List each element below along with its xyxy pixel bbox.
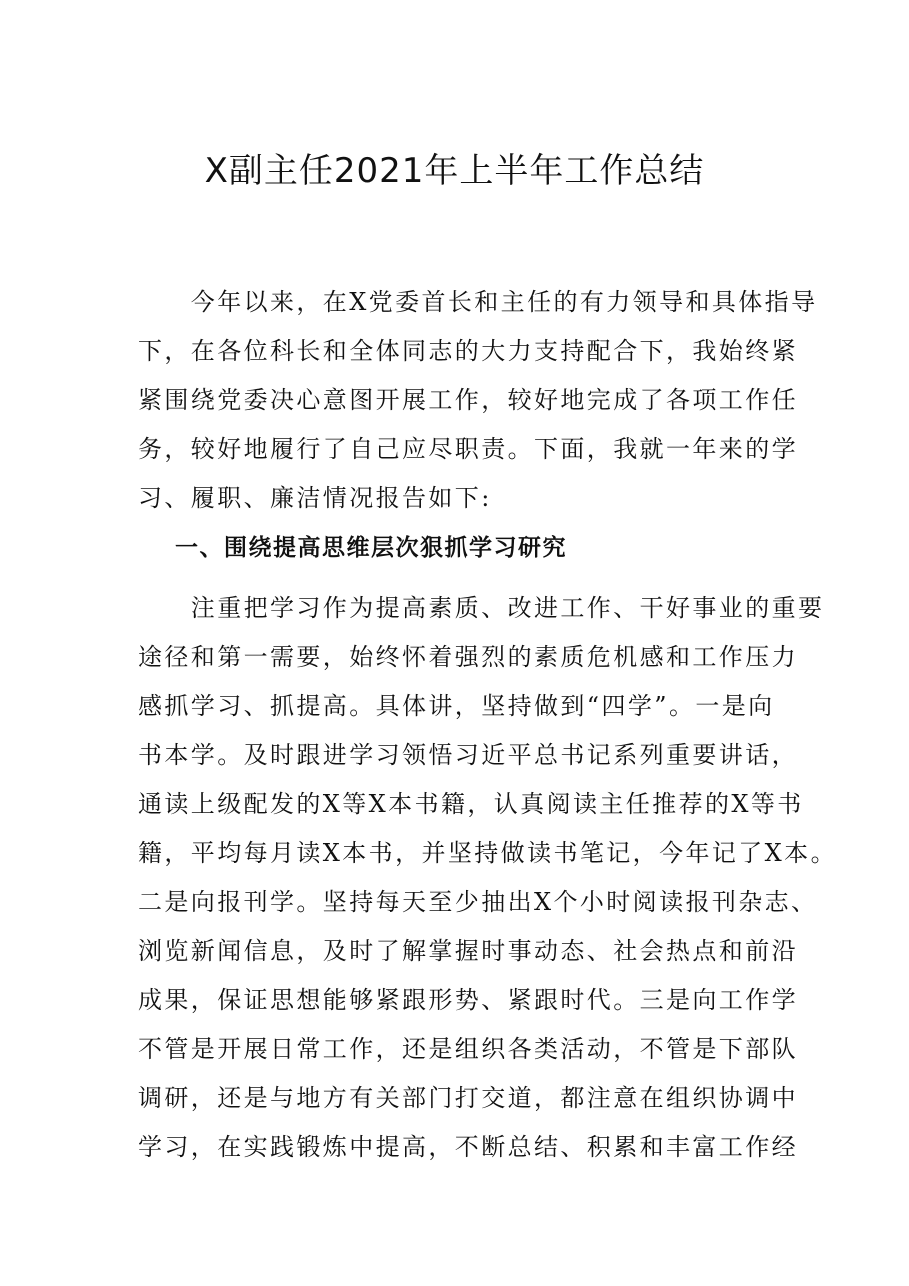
paragraph-line: 注重把学习作为提高素质、改进工作、干好事业的重要 xyxy=(138,594,825,622)
paragraph-line: 学习，在实践锻炼中提高，不断总结、积累和丰富工作经 xyxy=(138,1133,798,1161)
paragraph-line: 书本学。及时跟进学习领悟习近平总书记系列重要讲话， xyxy=(138,741,798,769)
paragraph-line: 籍，平均每月读X本书，并坚持做读书笔记，今年记了X本。 xyxy=(138,839,837,867)
paragraph-line: 通读上级配发的X等X本书籍，认真阅读主任推荐的X等书 xyxy=(138,790,804,818)
paragraph-intro xyxy=(138,278,818,523)
paragraph-line: 紧围绕党委决心意图开展工作，较好地完成了各项工作任 xyxy=(138,386,798,414)
paragraph-line: 不管是开展日常工作，还是组织各类活动，不管是下部队 xyxy=(138,1035,798,1063)
paragraph-line: 二是向报刊学。坚持每天至少抽出X个小时阅读报刊杂志、 xyxy=(138,888,818,916)
paragraph-line: 感抓学习、抓提高。具体讲，坚持做到“四学”。一是向 xyxy=(138,692,775,720)
paragraph-line: 今年以来，在X党委首长和主任的有力领导和具体指导 xyxy=(138,288,818,316)
paragraph-line: 浏览新闻信息，及时了解掌握时事动态、社会热点和前沿 xyxy=(138,937,798,965)
paragraph-study xyxy=(138,584,837,1172)
paragraph-line: 成果，保证思想能够紧跟形势、紧跟时代。三是向工作学 xyxy=(138,986,798,1014)
document-title: X副主任2021年上半年工作总结 xyxy=(204,151,705,191)
paragraph-line: 习、履职、廉洁情况报告如下: xyxy=(138,484,492,512)
paragraph-line: 途径和第一需要，始终怀着强烈的素质危机感和工作压力 xyxy=(138,643,798,671)
section-heading: 一、围绕提高思维层次狠抓学习研究 xyxy=(175,535,567,561)
paragraph-line: 调研，还是与地方有关部门打交道，都注意在组织协调中 xyxy=(138,1084,798,1112)
paragraph-line: 务，较好地履行了自己应尽职责。下面，我就一年来的学 xyxy=(138,435,798,463)
paragraph-line: 下，在各位科长和全体同志的大力支持配合下，我始终紧 xyxy=(138,337,798,365)
